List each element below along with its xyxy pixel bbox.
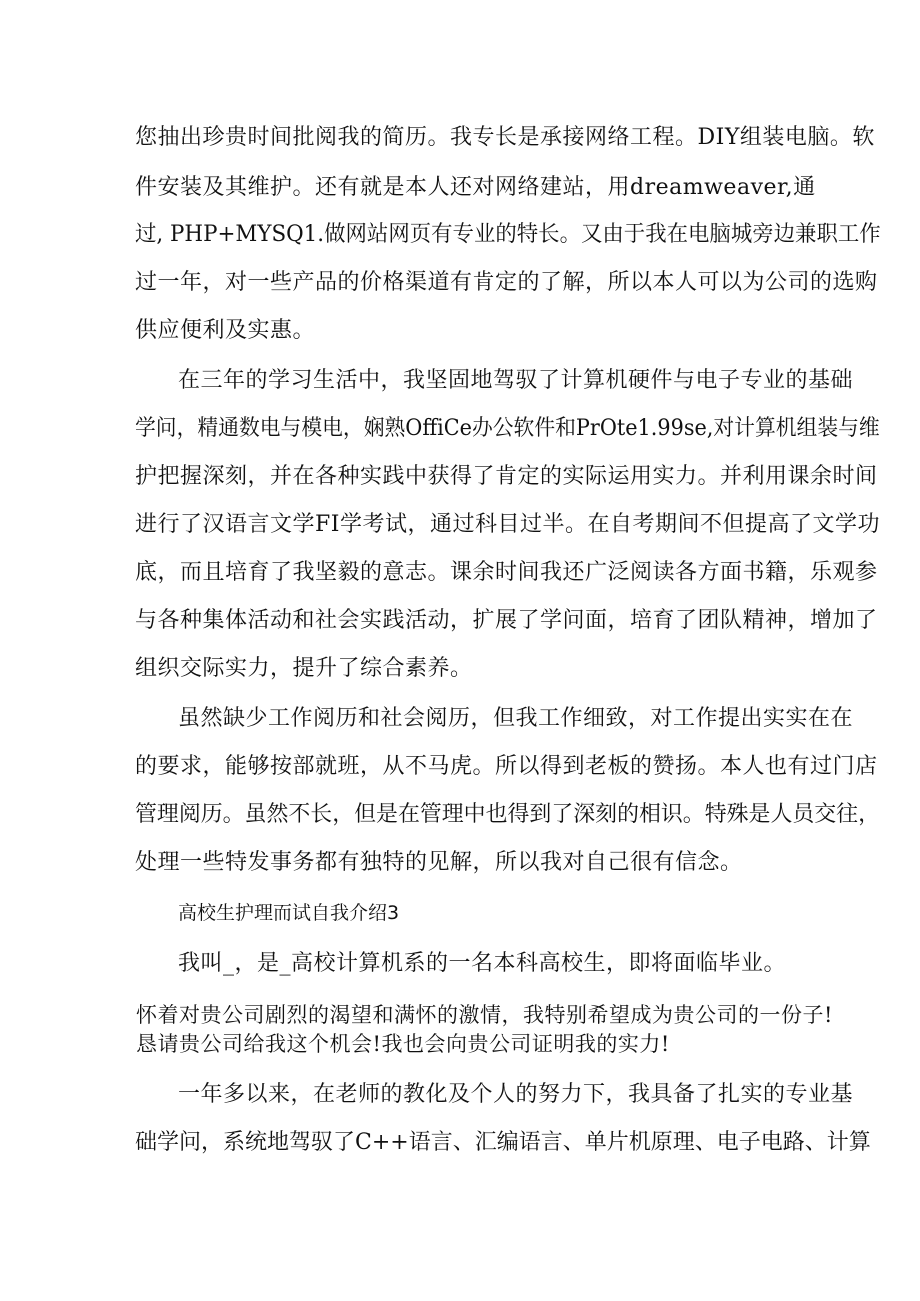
paragraph-3-line-2: 的要求，能够按部就班，从不马虎。所以得到老板的赞扬。本人也有过门店 bbox=[135, 754, 878, 779]
paragraph-6-line-2: 础学问，系统地驾驭了C++语言、汇编语言、单片机原理、电子电路、计算 bbox=[135, 1130, 871, 1155]
paragraph-3-line-4: 处理一些特发事务都有独特的见解，所以我对自己很有信念。 bbox=[135, 850, 743, 875]
paragraph-1-line-2: 件安装及其维护。还有就是本人还对网络建站，用dreamweaver,通 bbox=[135, 175, 816, 200]
paragraph-6-line-1: 一年多以来，在老师的教化及个人的努力下，我具备了扎实的专业基 bbox=[178, 1082, 854, 1107]
paragraph-2-line-4: 进行了汉语言文学FI学考试，通过科目过半。在自考期间不但提高了文学功 bbox=[135, 512, 880, 537]
paragraph-2-line-3: 护把握深刻，并在各种实践中获得了肯定的实际运用实力。并利用课余时间 bbox=[135, 464, 878, 489]
paragraph-5-line-2: 恳请贵公司给我这个机会!我也会向贵公司证明我的实力! bbox=[136, 1032, 670, 1056]
paragraph-1-line-3: 过, PHP+MYSQ1.做网站网页有专业的特长。又由于我在电脑城旁边兼职工作 bbox=[135, 222, 881, 247]
paragraph-1-line-1: 您抽出珍贵时间批阅我的简历。我专长是承接网络工程。DIY组装电脑。软 bbox=[135, 125, 875, 150]
paragraph-3-line-1: 虽然缺少工作阅历和社会阅历，但我工作细致，对工作提出实实在在 bbox=[178, 706, 854, 731]
paragraph-2-line-6: 与各种集体活动和社会实践活动，扩展了学问面，培育了团队精神，增加了 bbox=[135, 608, 878, 633]
paragraph-2-line-5: 底，而且培育了我坚毅的意志。课余时间我还广泛阅读各方面书籍，乐观参 bbox=[135, 560, 878, 585]
paragraph-2-line-7: 组织交际实力，提升了综合素养。 bbox=[135, 656, 473, 681]
section-heading: 高校生护理而试自我介绍3 bbox=[178, 902, 400, 924]
paragraph-1-line-4: 过一年，对一些产品的价格渠道有肯定的了解，所以本人可以为公司的选购 bbox=[135, 270, 878, 295]
paragraph-4-line-1: 我叫_，是_高校计算机系的一名本科高校生，即将面临毕业。 bbox=[178, 951, 787, 976]
paragraph-3-line-3: 管理阅历。虽然不长，但是在管理中也得到了深刻的相识。特殊是人员交往， bbox=[135, 802, 881, 827]
paragraph-1-line-5: 供应便利及实惠。 bbox=[135, 318, 316, 343]
paragraph-2-line-1: 在三年的学习生活中，我坚固地驾驭了计算机硬件与电子专业的基础 bbox=[178, 368, 854, 393]
paragraph-2-line-2: 学问，精通数电与模电，娴熟OffiCe办公软件和PrOte1.99se,对计算机组装与维 bbox=[135, 416, 880, 441]
paragraph-5-line-1: 怀着对贵公司剧烈的渴望和满怀的激情，我特别希望成为贵公司的一份子! bbox=[136, 1003, 833, 1027]
